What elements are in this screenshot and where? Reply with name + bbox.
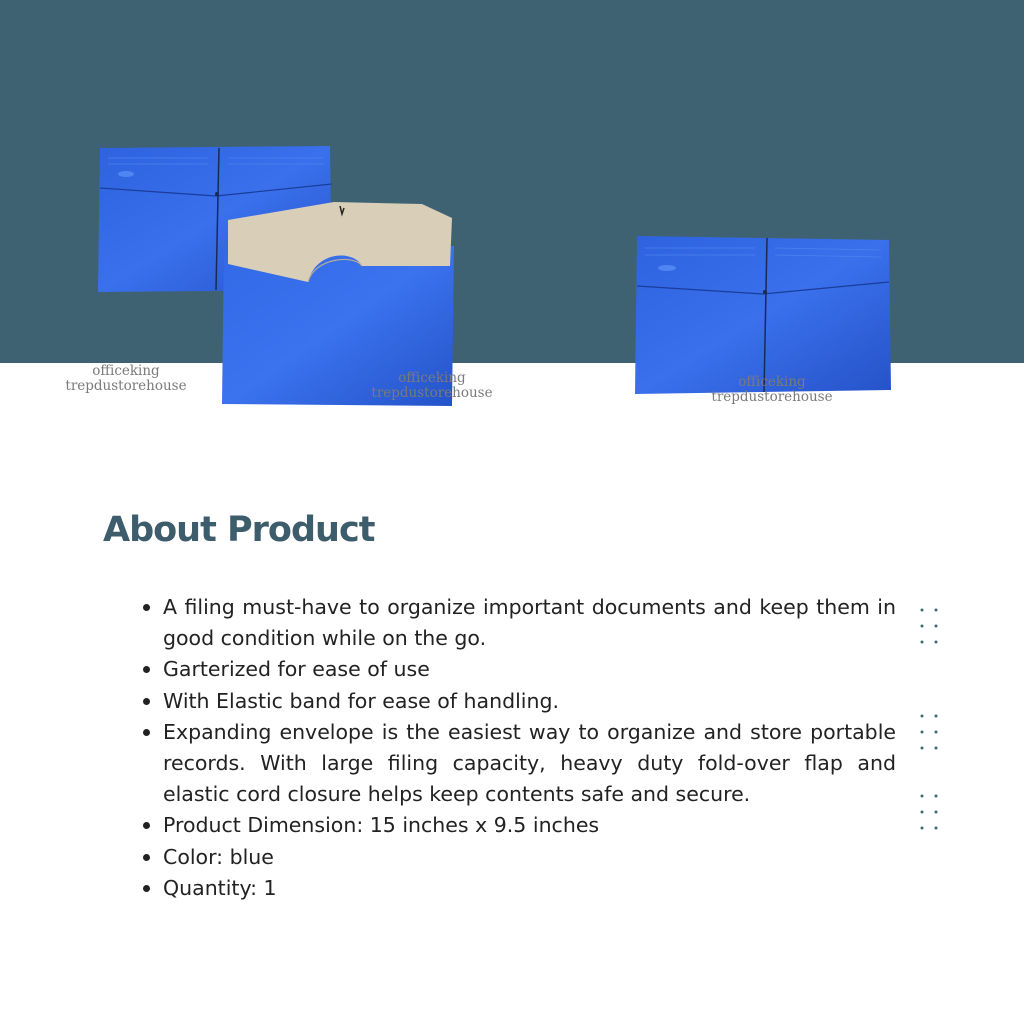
decorative-dots [916,790,946,834]
about-product-title: About Product [103,510,375,550]
decorative-dots [916,710,946,754]
feature-item: Expanding envelope is the easiest way to organize and store portable records. With large filing capacity, heavy duty fold-over flap and elastic cord closure helps keep contents safe and secure. [163,717,896,811]
feature-item: Garterized for ease of use [163,654,896,685]
watermark-line: trepdustorehouse [65,378,187,394]
feature-item: A filing must-have to organize important documents and keep them in good condition while on the go. [163,592,896,654]
watermark-line: officeking [738,374,806,390]
watermark-line: trepdustorehouse [371,385,493,401]
decorative-dots [916,604,946,648]
watermark [56,364,196,394]
product-image-closed-envelope [633,234,893,396]
watermark-line: trepdustorehouse [711,389,833,405]
feature-item: Product Dimension: 15 inches x 9.5 inches [163,810,896,841]
watermark-line: officeking [398,370,466,386]
feature-item: With Elastic band for ease of handling. [163,686,896,717]
watermark [702,375,842,405]
feature-item: Color: blue [163,842,896,873]
feature-list [163,592,896,904]
watermark-line: officeking [92,363,160,379]
feature-item: Quantity: 1 [163,873,896,904]
watermark [362,371,502,401]
